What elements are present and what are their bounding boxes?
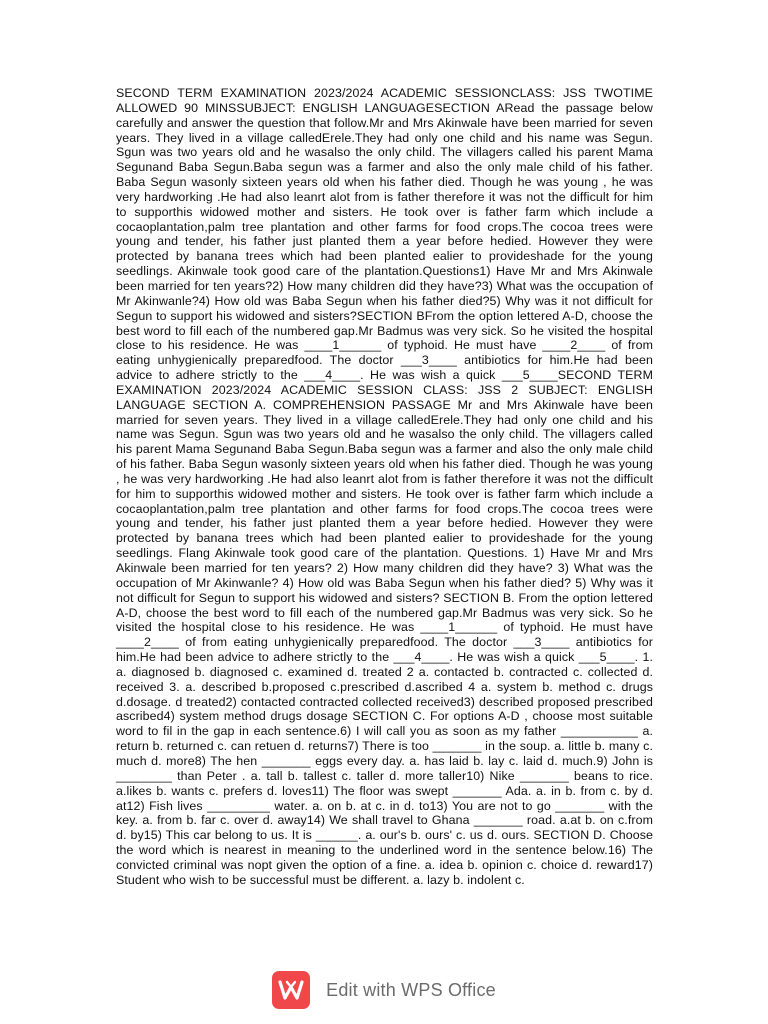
wps-w-glyph-icon bbox=[278, 979, 304, 1001]
wps-logo-icon bbox=[272, 971, 310, 1009]
edit-with-wps-label[interactable]: Edit with WPS Office bbox=[326, 979, 496, 1000]
document-body-text: SECOND TERM EXAMINATION 2023/2024 ACADEMIC SESSIONCLASS: JSS TWOTIME ALLOWED 90 MINSSUBJECT: ENGLISH LANGUAGESECTION ARead the passage below carefully and answer the question that follow.Mr and Mrs Akinwale have been married for seven years. They lived in a village calledErele.They had only one child and his name was Segun. Sgun was two years old and he wasalso the only child. The villagers called his parent Mama Segunand Baba Segun.Baba segun was a farmer and also the only male child of his father. Baba Segun wasonly sixteen years old when his father died. Though he was young , he was very hardworking .He had also leanrt alot from is father therefore it was not the difficult for him to supporthis widowed mother and sisters. He took over is father farm which include a cocaoplantation,palm tree plantation and other farms for food crops.The cocoa trees were young and tender, his father just planted them a year before hedied. However they were protected by banana trees which had been planted ealier to provideshade for the young seedlings. Akinwale took good care of the plantation.Questions1) Have Mr and Mrs Akinwale been married for ten years?2) How many children did they have?3) What was the occupation of Mr Akinwanle?4) How old was Baba Segun when his father died?5) Why was it not difficult for Segun to support his widowed and sisters?SECTION BFrom the option lettered A-D, choose the best word to fill each of the numbered gap.Mr Badmus was very sick. So he visited the hospital close to his residence. He was ____1______ of typhoid. He must have ____2____ of from eating unhygienically preparedfood. The doctor ___3____ antibiotics for him.He had been advice to adhere strictly to the ___4____. He was wish a quick ___5____SECOND TERM EXAMINATION 2023/2024 ACADEMIC SESSION CLASS: JSS 2 SUBJECT: ENGLISH LANGUAGE SECTION A. COMPREHENSION PASSAGE Mr and Mrs Akinwale have been married for seven years. They lived in a village calledErele.They had only one child and his name was Segun. Sgun was two years old and he wasalso the only child. The villagers called his parent Mama Segunand Baba Segun.Baba segun was a farmer and also the only male child of his father. Baba Segun wasonly sixteen years old when his father died. Though he was young , he was very hardworking .He had also leanrt alot from is father therefore it was not the difficult for him to supporthis widowed mother and sisters. He took over is father farm which include a cocaoplantation,palm tree plantation and other farms for food crops.The cocoa trees were young and tender, his father just planted them a year before hedied. However they were protected by banana trees which had been planted ealier to provideshade for the young seedlings. Flang Akinwale took good care of the plantation. Questions. 1) Have Mr and Mrs Akinwale been married for ten years? 2) How many children did they have? 3) What was the occupation of Mr Akinwanle? 4) How old was Baba Segun when his father died? 5) Why was it not difficult for Segun to support his widowed and sisters? SECTION B. From the option lettered A-D, choose the best word to fill each of the numbered gap.Mr Badmus was very sick. So he visited the hospital close to his residence. He was ____1______ of typhoid. He must have ____2____ of from eating unhygienically preparedfood. The doctor ___3____ antibiotics for him.He had been advice to adhere strictly to the ___4____. He was wish a quick ___5____. 1. a. diagnosed b. diagnosed c. examined d. treated 2 a. contacted b. contracted c. collected d. received 3. a. described b.proposed c.prescribed d.ascribed 4 a. system b. method c. drugs d.dosage. d treated2) contacted contracted collected received3) described proposed prescribed ascribed4) system method drugs dosage SECTION C. For options A-D , choose most suitable word to fil in the gap in each sentence.6) I will call you as soon as my father ___________ a. return b. returned c. can retuen d. returns7) There is too _______ in the soup. a. little b. many c. much d. more8) The hen _______ eggs every day. a. has laid b. lay c. laid d. much.9) John is ________ than Peter . a. tall b. tallest c. taller d. more taller10) Nike _______ beans to rice. a.likes b. wants c. prefers d. loves11) The floor was swept _______ Ada. a. in b. from c. by d. at12) Fish lives _________ water. a. on b. at c. in d. to13) You are not to go _______ with the key. a. from b. far c. over d. away14) We shall travel to Ghana _______ road. a.at b. on c.from d. by15) This car belong to us. It is ______. a. our's b. ours' c. us d. ours. SECTION D. Choose the word which is nearest in meaning to the underlined word in the sentence below.16) The convicted criminal was nopt given the option of a fine. a. idea b. opinion c. choice d. reward17) Student who wish to be successful must be different. a. lazy b. indolent c. bbox=[116, 86, 653, 887]
wps-edit-banner[interactable] bbox=[0, 968, 768, 1012]
